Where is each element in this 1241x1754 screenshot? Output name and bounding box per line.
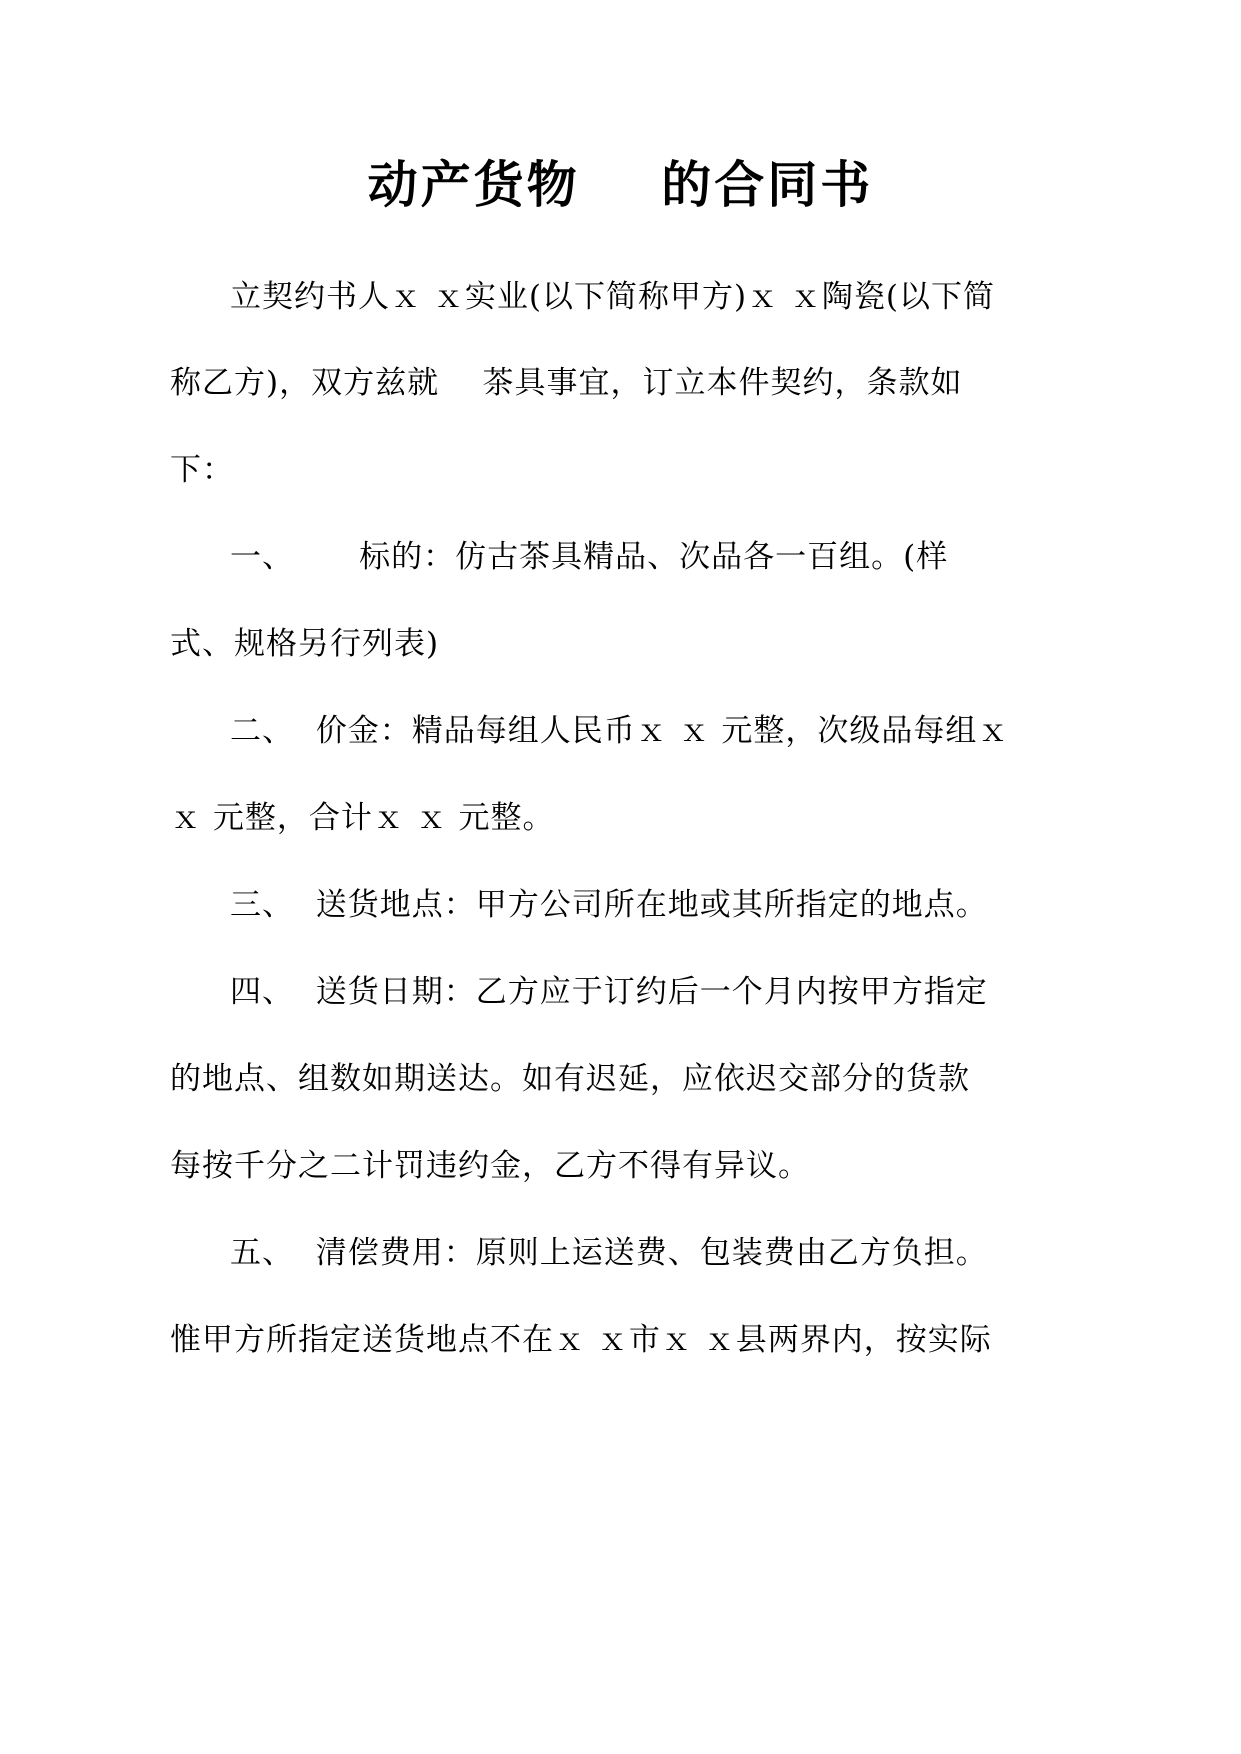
- clause-5-line: 惟甲方所指定送货地点不在ｘ ｘ市ｘ ｘ县两界内，按实际: [170, 1322, 992, 1358]
- clause-2-line: 二、 价金：精品每组人民币ｘ ｘ 元整，次级品每组ｘ: [230, 713, 1010, 749]
- clause-1-line: 式、规格另行列表): [170, 626, 440, 662]
- paragraph-line: 立契约书人ｘ ｘ实业(以下简称甲方)ｘ ｘ陶瓷(以下简: [230, 279, 995, 315]
- clause-3-line: 三、 送货地点：甲方公司所在地或其所指定的地点。: [230, 887, 988, 923]
- clause-4-line: 的地点、组数如期送达。如有迟延，应依迟交部分的货款: [170, 1061, 970, 1097]
- clause-4-line: 四、 送货日期：乙方应于订约后一个月内按甲方指定: [230, 974, 988, 1010]
- clause-2-line: ｘ 元整，合计ｘ ｘ 元整。: [170, 800, 555, 836]
- clause-1-line: 一、 标的：仿古茶具精品、次品各一百组。(样: [230, 539, 949, 575]
- paragraph-line: 称乙方)，双方兹就 茶具事宜，订立本件契约，条款如: [170, 365, 963, 401]
- document-title: 动产货物 的合同书: [367, 156, 874, 214]
- clause-4-line: 每按千分之二计罚违约金，乙方不得有异议。: [170, 1148, 810, 1184]
- clause-5-line: 五、 清偿费用：原则上运送费、包装费由乙方负担。: [230, 1235, 988, 1271]
- paragraph-line: 下：: [170, 452, 234, 488]
